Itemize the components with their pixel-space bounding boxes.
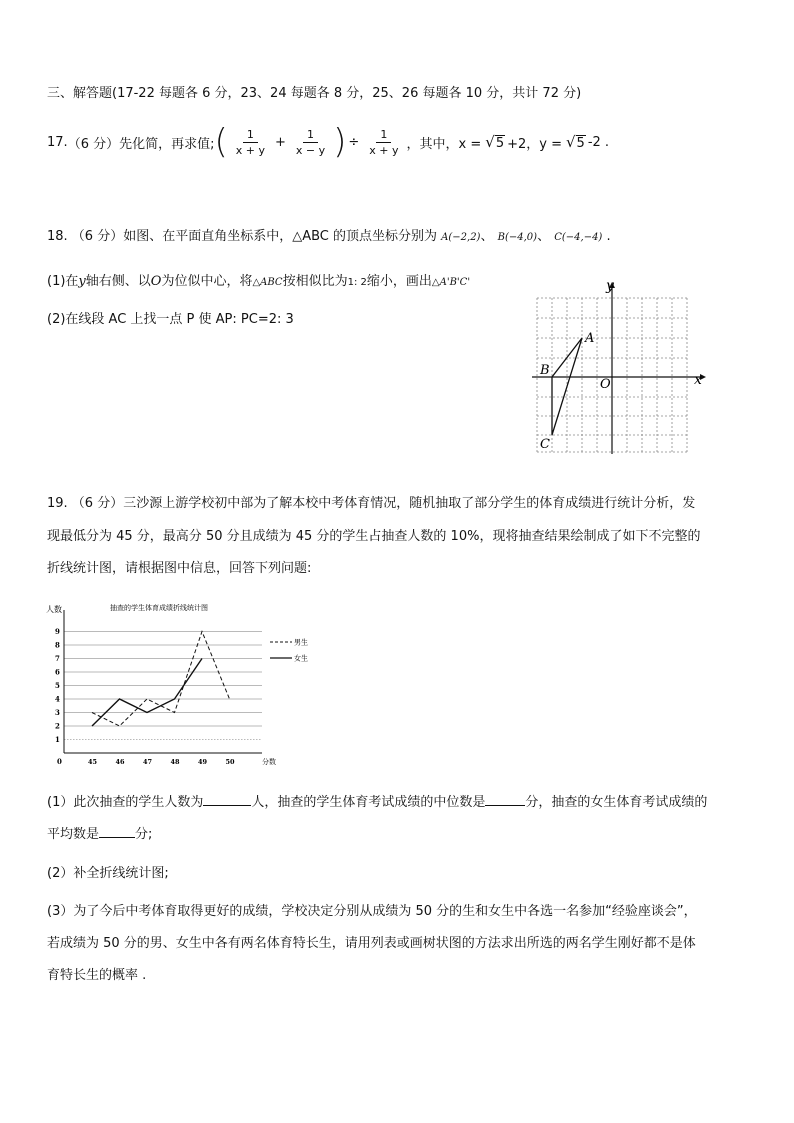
x-tick-label: 48 — [170, 758, 180, 766]
answer-blank-median[interactable] — [485, 805, 525, 806]
chart-x-label: 分数 — [262, 758, 276, 766]
q19-part-3-line-3: 育特长生的概率 . — [47, 968, 147, 983]
x-tick-label: 47 — [143, 758, 153, 766]
q17-x-rest: +2，y = — [507, 136, 562, 152]
answer-blank-count[interactable] — [203, 805, 251, 806]
fraction-2-numerator: 1 — [303, 128, 318, 143]
y-tick-label: 2 — [55, 721, 60, 731]
y-radicand: 5 — [576, 136, 585, 151]
fraction-2-denominator: x − y — [295, 143, 326, 157]
q17-tail: ，其中，x = — [406, 136, 482, 152]
triangle-abc — [552, 338, 582, 435]
var-y: y — [78, 274, 86, 289]
var-o: O — [150, 274, 162, 289]
q19-part-2: (2）补全折线统计图; — [47, 866, 169, 881]
text: 分; — [135, 827, 153, 842]
chart-origin-label: 0 — [57, 757, 62, 766]
text: (1)在 — [47, 274, 79, 289]
label-x: x — [694, 372, 702, 388]
y-tick-label: 9 — [55, 627, 60, 636]
fraction-3 — [365, 128, 402, 157]
text: 人，抽查的学生体育考试成绩的中位数是 — [251, 795, 486, 810]
series-line-female — [92, 659, 202, 727]
y-tick-label: 1 — [55, 735, 60, 744]
q19-part-1-line-2 — [47, 826, 152, 844]
line-chart — [40, 600, 330, 772]
fraction-1-numerator: 1 — [243, 128, 258, 143]
sqrt-y — [566, 133, 586, 151]
q17-prompt: 先化简，再求值; — [119, 136, 215, 152]
fraction-1-denominator: x + y — [235, 143, 265, 157]
chart-ticks — [55, 627, 235, 766]
legend-label: 女生 — [294, 654, 308, 663]
y-tick-label: 8 — [55, 640, 60, 650]
text: 轴右侧、以 — [85, 274, 151, 289]
q19-line-1: 19. （6 分）三沙源上游学校初中部为了解本校中考体育情况，随机抽取了部分学生的体育成绩进行统计分析，发 — [47, 496, 696, 511]
q17-score: （6 分） — [67, 136, 120, 152]
fraction-2 — [292, 128, 329, 157]
y-tick-label: 5 — [55, 681, 60, 690]
chart-title: 抽查的学生体育成绩折线统计图 — [110, 604, 208, 612]
q19-part-1-line-1 — [47, 794, 707, 812]
series-line-male — [92, 632, 230, 727]
label-b: B — [540, 363, 550, 378]
text: (1）此次抽查的学生人数为 — [47, 795, 204, 810]
text: 分，抽查的女生体育考试成绩的 — [525, 795, 708, 810]
q19-part-3-line-1: (3）为了今后中考体育取得更好的成绩，学校决定分别从成绩为 50 分的生和女生中各选一名参加“经验座谈会”， — [47, 904, 697, 919]
coord-a: A(−2,2) — [441, 232, 481, 243]
separator: 、 — [480, 229, 494, 244]
question-18-part-2: (2)在线段 AC 上找一点 P 使 AP: PC=2: 3 — [47, 312, 294, 327]
q17-y-rest: -2 . — [587, 134, 610, 150]
fraction-3-numerator: 1 — [376, 128, 391, 143]
text: 按相似比为 — [282, 274, 348, 289]
coord-c: C(−4,−4) — [554, 232, 603, 243]
text: 缩小，画出 — [366, 274, 432, 289]
answer-blank-mean[interactable] — [99, 837, 135, 838]
y-tick-label: 4 — [55, 694, 60, 704]
q17-number: 17. — [47, 134, 68, 150]
left-paren: ( — [214, 122, 228, 162]
q19-line-2: 现最低分为 45 分，最高分 50 分且成绩为 45 分的学生占抽查人数的 10%，现将抽查结果绘制成了如下不完整的 — [47, 529, 701, 544]
separator: 、 — [537, 229, 551, 244]
fraction-3-denominator: x + y — [369, 143, 399, 157]
radical-icon: √ — [485, 133, 495, 151]
chart-grid — [64, 632, 262, 740]
triangle-abc: △ABC — [252, 277, 283, 288]
text: 平均数是 — [47, 827, 100, 842]
q18-intro-text: 18. （6 分）如图、在平面直角坐标系中，△ABC 的顶点坐标分别为 — [47, 229, 438, 244]
coord-b: B(−4,0) — [497, 232, 538, 243]
q19-line-3: 折线统计图，请根据图中信息，回答下列问题: — [47, 561, 312, 576]
division-sign: ÷ — [348, 134, 360, 150]
q19-part-3-line-2: 若成绩为 50 分的男、女生中各有两名体育特长生，请用列表或画树状图的方法求出所选的两名学生刚好都不是体 — [47, 936, 696, 951]
question-17 — [47, 122, 610, 162]
y-tick-label: 3 — [55, 708, 60, 717]
x-tick-label: 45 — [88, 758, 98, 766]
y-tick-label: 6 — [55, 667, 60, 677]
legend-label: 男生 — [294, 638, 308, 647]
triangle-abc-prime: △A'B'C' — [431, 277, 471, 288]
question-18-part-1 — [47, 273, 470, 292]
x-tick-label: 49 — [198, 758, 208, 766]
period: . — [606, 229, 611, 244]
label-c: C — [540, 437, 550, 452]
y-tick-label: 7 — [55, 654, 60, 663]
chart-series — [92, 632, 230, 727]
section-heading: 三、解答题(17-22 每题各 6 分，23、24 每题各 8 分，25、26 每题各 10 分，共计 72 分) — [47, 86, 582, 101]
text: 为位似中心，将 — [161, 274, 253, 289]
question-18-intro — [47, 228, 611, 247]
chart-legend — [270, 638, 308, 663]
label-a: A — [585, 331, 595, 346]
fraction-1 — [232, 128, 269, 157]
x-radicand: 5 — [495, 136, 505, 151]
radical-icon: √ — [565, 133, 576, 151]
label-y: y — [606, 280, 614, 294]
chart-y-label: 人数 — [46, 605, 62, 614]
ratio: 1: 2 — [347, 277, 367, 288]
x-tick-label: 50 — [225, 758, 235, 766]
plus-sign: + — [274, 134, 286, 150]
right-paren: ) — [333, 122, 347, 162]
coordinate-grid-figure — [528, 280, 708, 456]
label-origin: O — [600, 377, 611, 392]
sqrt-x — [485, 133, 505, 151]
x-tick-label: 46 — [115, 758, 125, 766]
